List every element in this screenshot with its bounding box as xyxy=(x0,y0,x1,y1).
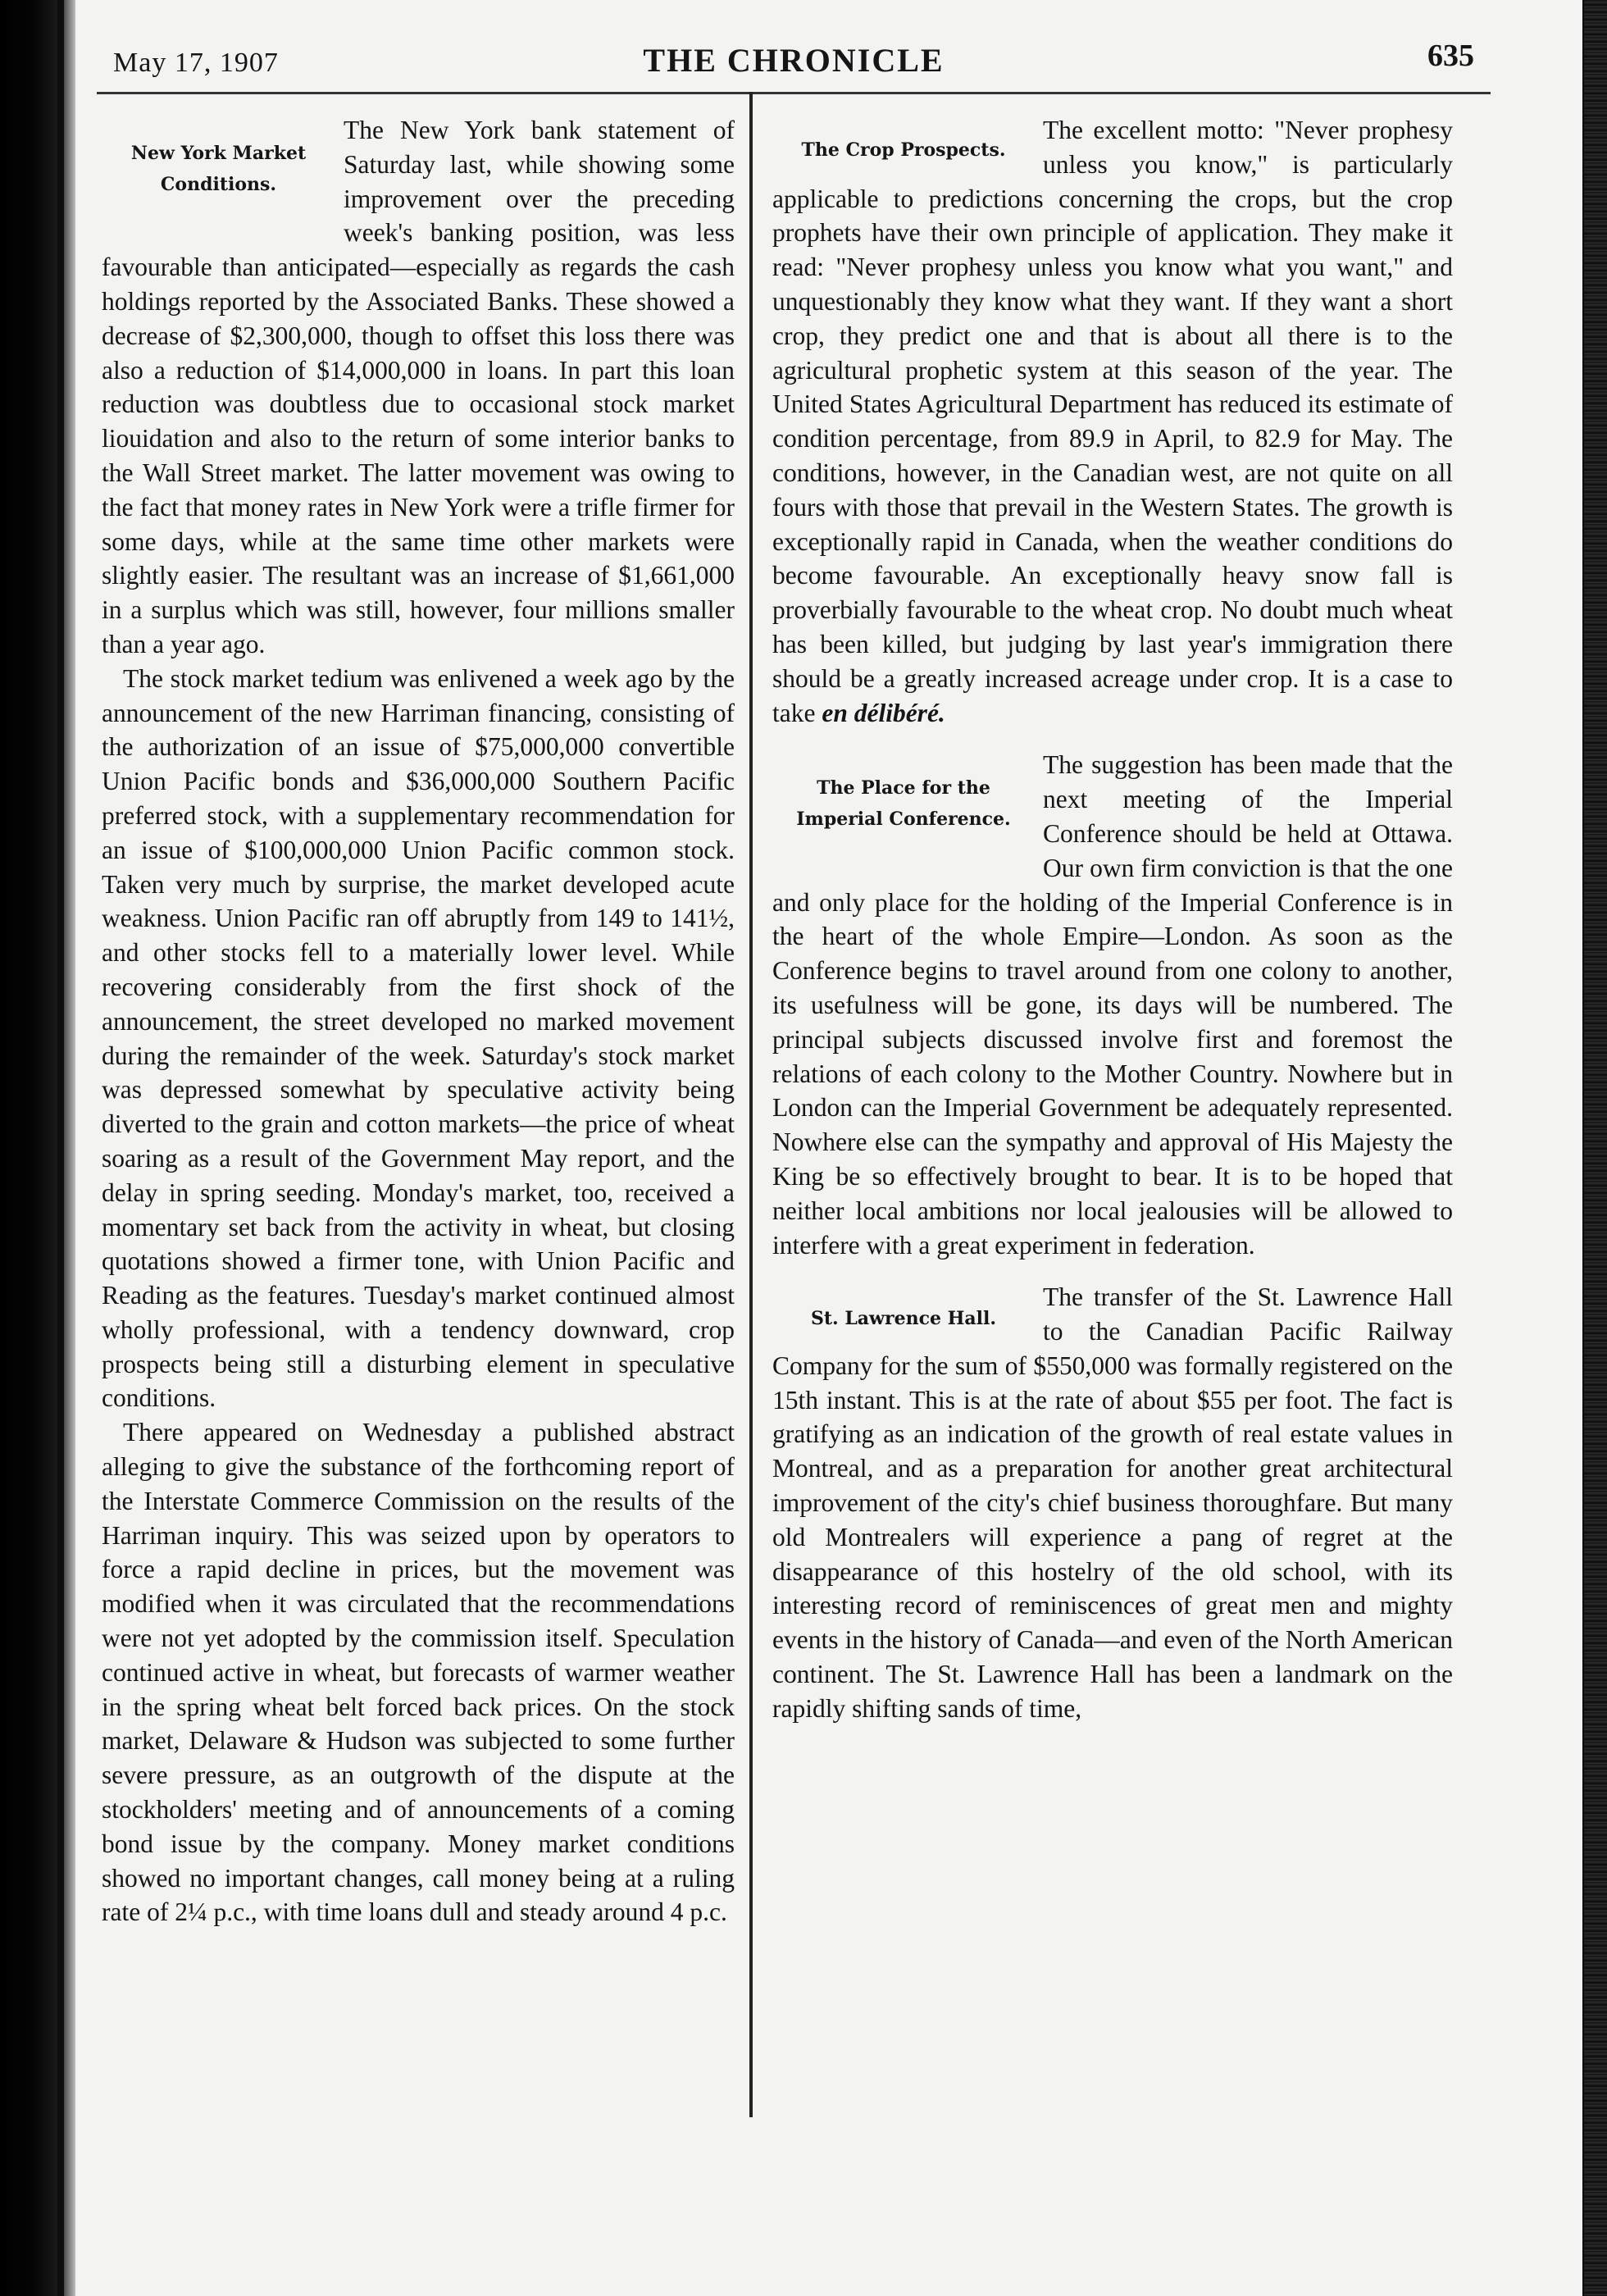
left-column xyxy=(102,113,735,1929)
article-paragraph: The suggestion has been made that the next meeting of the Imperial Conference should be held at Ottawa. Our own firm conviction is that the one and only place for the holding of the Imperial Conference is in the heart of the whole Empire—London. As soon as the Conference begins to travel around from one colony to another, its usefulness will be gone, its days will be numbered. The principal subjects discussed involve first and foremost the relations of each colony to the Mother Country. Nowhere but in London can the Imperial Government be adequately represented. Nowhere else can the sympathy and approval of His Majesty the King be so effectively brought to bear. It is to be hoped that neither local ambitions nor local jealousies will be allowed to interfere with a great experiment in federation. xyxy=(772,750,1453,1260)
column-divider xyxy=(749,92,753,2117)
article-paragraph: The stock market tedium was enlivened a week ago by the announcement of the new Harriman financing, consisting of the authorization of an issue of $75,000,000 convertible Union Pacific bonds and $36,000,000 Southern Pacific preferred stock, with a supplementary recommendation for an issue of $100,000,000 Union Pacific common stock. Taken very much by surprise, the market developed acute weakness. Union Pacific ran off abruptly from 149 to 141½, and other stocks fell to a materially lower level. While recovering considerably from the first shock of the announcement, the street developed no marked movement during the remainder of the week. Saturday's stock market was depressed somewhat by speculative activity being diverted to the grain and cotton markets—the price of wheat soaring as a result of the Government May report, and the delay in spring seeding. Monday's market, too, received a momentary set back from the activity in wheat, but closing quotations showed a firmer tone, with Union Pacific and Reading as the features. Tuesday's market continued almost wholly professional, with a tendency downward, crop prospects being still a disturbing element in speculative conditions. xyxy=(102,663,735,1413)
article-new-york-market xyxy=(102,113,735,1929)
page-binding-shadow xyxy=(64,0,75,2296)
side-heading: The Crop Prospects. xyxy=(801,139,1006,161)
page-header xyxy=(113,23,1474,79)
article-paragraph: The transfer of the St. Lawrence Hall to the Canadian Pacific Railway Company for the sum of $550,000 was formally registered on the 15th instant. This is at the rate of about $55 per foot. The fact is gratifying as an indication of the growth of real estate values in Montreal, and as a preparation for another great architectural improvement of the city's chief business thoroughfare. But many old Montrealers will experience a pang of regret at the disappearance of this hostelry of the old school, with its interesting record of reminiscences of great men and mighty events in the history of Canada—and even of the North American continent. The St. Lawrence Hall has been a landmark on the rapidly shifting sands of time, xyxy=(772,1282,1453,1723)
side-heading: St. Lawrence Hall. xyxy=(810,1308,997,1330)
publication-title: THE CHRONICLE xyxy=(643,42,945,79)
article-paragraph: There appeared on Wednesday a published abstract alleging to give the substance of the forthcoming report of the Interstate Commerce Commission on the results of the Harriman inquiry. This was seized upon by operators to force a rapid decline in prices, but the movement was modified when it was circulated that the recommendations were not yet adopted by the commission itself. Speculation continued active in wheat, but forecasts of warmer weather in the spring wheat belt forced back prices. On the stock market, Delaware & Hudson was subjected to some further severe pressure, as an outgrowth of the dispute at the stockholders' meeting and of announcements of a coming bond issue by the company. Money market conditions showed no important changes, call money being at a ruling rate of 2¼ p.c., with time loans dull and steady around 4 p.c. xyxy=(102,1418,735,1927)
header-rule xyxy=(97,92,1491,94)
issue-date: May 17, 1907 xyxy=(113,48,279,78)
article-text: The excellent motto: "Never prophesy unless you know," is particularly applicable to predictions concerning the crops, but the crop prophets have their own principle of application. They make it read: "Never prophesy unless you know what you want," and unquestionably they know what they want. If they want a short crop, they predict one and that is about all there is to the agricultural prophetic system at this season of the year. The United States Agricultural Department has reduced its estimate of condition percentage, from 89.9 in April, to 82.9 for May. The conditions, however, in the Canadian west, are not quite on all fours with those that prevail in the Western States. The growth is exceptionally rapid in Canada, when the weather conditions do become favourable. An exceptionally heavy snow fall is proverbially favourable to the wheat crop. No doubt much wheat has been killed, but judging by last year's immigration there should be a greatly increased acreage under crop. It is a case to take xyxy=(772,116,1453,727)
article-imperial-conference xyxy=(772,748,1453,1262)
article-paragraph: The New York bank statement of Saturday last, while showing some improvement over the preceding week's banking position, was less favourable than anticipated—especially as regards the cash holdings reported by the Associated Banks. These showed a decrease of $2,300,000, though to offset this loss there was also a reduction of $14,000,000 in loans. In part this loan reduction was doubtless due to occasional stock market liouidation and also to the return of some interior banks to the Wall Street market. The latter movement was owing to the fact that money rates in New York were a trifle firmer for some days, while at the same time other markets were slightly easier. The resultant was an increase of $1,661,000 in a surplus which was still, however, four millions smaller than a year ago. xyxy=(102,116,735,658)
side-heading: New York Market Conditions. xyxy=(130,143,307,195)
italic-phrase: en délibéré. xyxy=(822,698,945,727)
article-crop-prospects xyxy=(772,113,1453,730)
article-st-lawrence-hall xyxy=(772,1280,1453,1725)
scan-edge-right xyxy=(1584,0,1607,2296)
side-heading: The Place for the Imperial Conference. xyxy=(796,777,1011,831)
article-paragraph xyxy=(772,113,1453,730)
newspaper-page xyxy=(64,0,1582,2296)
scan-edge-left xyxy=(0,0,57,2296)
page-number: 635 xyxy=(1427,39,1474,73)
right-column xyxy=(772,113,1453,1726)
